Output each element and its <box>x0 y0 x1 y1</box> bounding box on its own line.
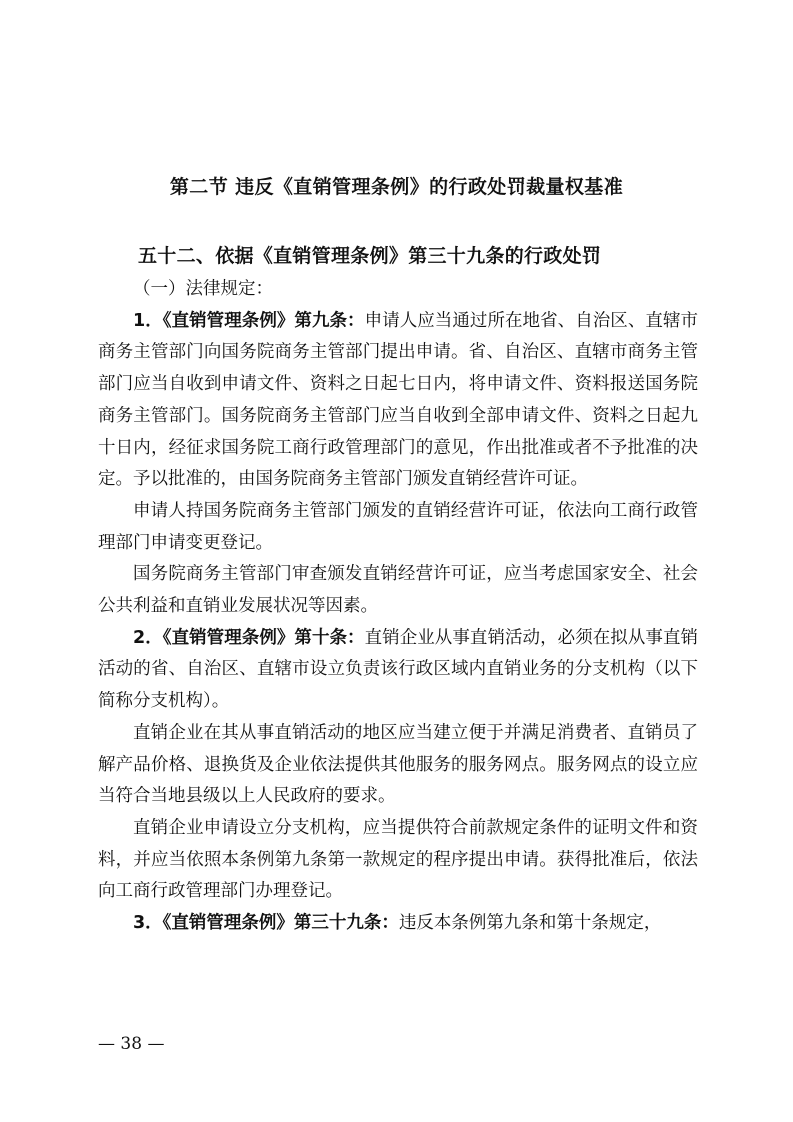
item2-paragraph-3: 直销企业申请设立分支机构，应当提供符合前款规定条件的证明文件和资料，并应当依照本条例第九条第一款规定的程序提出申请。获得批准后，依法向工商行政管理部门办理登记。 <box>98 817 698 902</box>
item3-label: 3．《直销管理条例》第三十九条： <box>133 913 399 934</box>
item1-paragraph <box>98 306 698 496</box>
item3-paragraph <box>98 908 698 940</box>
item1-label: 1．《直销管理条例》第九条： <box>133 310 365 331</box>
document-body <box>98 274 698 940</box>
page-number: — 38 — <box>98 1034 165 1054</box>
item1-text: 申请人应当通过所在地省、自治区、直辖市商务主管部门向国务院商务主管部门提出申请。省、自治区、直辖市商务主管部门应当自收到申请文件、资料之日起七日内，将申请文件、资料报送国务院商务主管部门。国务院商务主管部门应当自收到全部申请文件、资料之日起九十日内，经征求国务院工商行政管理部门的意见，作出批准或者不予批准的决定。予以批准的，由国务院商务主管部门颁发直销经营许可证。 <box>98 310 698 490</box>
subheading-legal-provisions: （一）法律规定： <box>133 279 273 299</box>
item1-paragraph-3: 国务院商务主管部门审查颁发直销经营许可证，应当考虑国家安全、社会公共利益和直销业发展状况等因素。 <box>98 564 698 617</box>
item2-paragraph-2: 直销企业在其从事直销活动的地区应当建立便于并满足消费者、直销员了解产品价格、退换货及企业依法提供其他服务的服务网点。服务网点的设立应当符合当地县级以上人民政府的要求。 <box>98 722 698 807</box>
item2-text: 直销企业从事直销活动，必须在拟从事直销活动的省、自治区、直辖市设立负责该行政区域内直销业务的分支机构（以下简称分支机构）。 <box>98 627 698 712</box>
item2-paragraph <box>98 623 698 718</box>
item1-paragraph-2: 申请人持国务院商务主管部门颁发的直销经营许可证，依法向工商行政管理部门申请变更登记。 <box>98 500 698 553</box>
item2-label: 2．《直销管理条例》第十条： <box>133 627 365 648</box>
item3-text: 违反本条例第九条和第十条规定， <box>398 913 662 934</box>
section-title: 第二节 违反《直销管理条例》的行政处罚裁量权基准 <box>169 176 624 198</box>
article-heading: 五十二、依据《直销管理条例》第三十九条的行政处罚 <box>138 245 602 267</box>
